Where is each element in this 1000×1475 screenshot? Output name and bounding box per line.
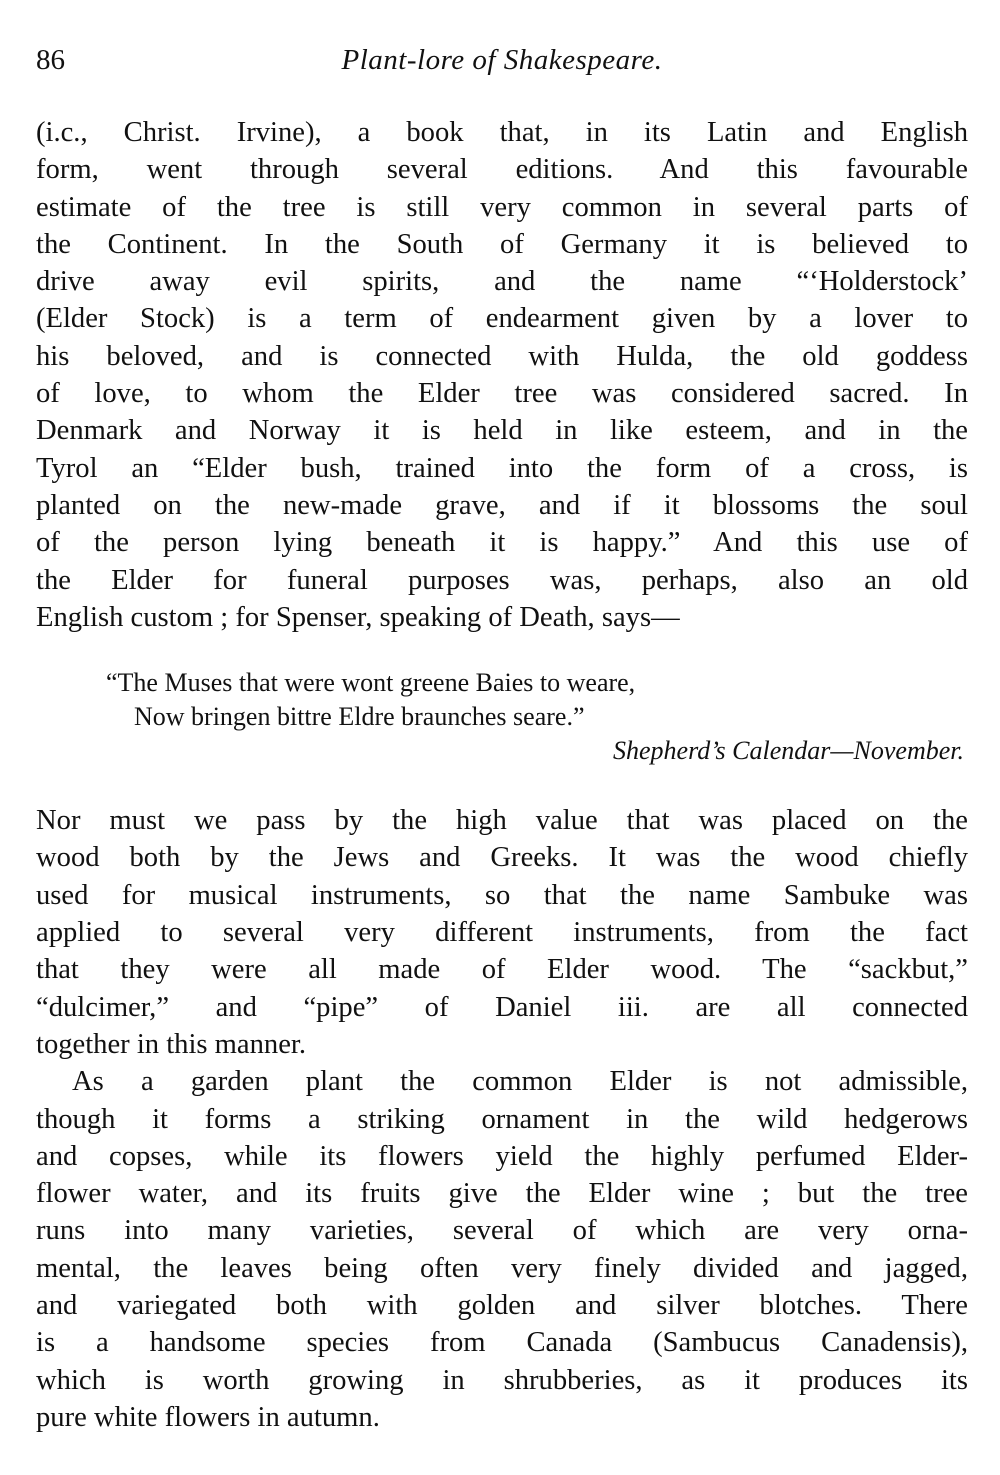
text-line: that they were all made of Elder wood. The “sackbut,” bbox=[36, 954, 968, 986]
text-line: estimate of the tree is still very common in several parts of bbox=[36, 191, 968, 223]
spenser-quotation bbox=[36, 666, 968, 768]
quote-line: Now bringen bittre Eldre braunches seare.” bbox=[134, 702, 585, 732]
text-line: of love, to whom the Elder tree was considered sacred. In bbox=[36, 378, 968, 410]
running-head bbox=[36, 38, 968, 82]
text-line: drive away evil spirits, and the name “‘Holderstock’ bbox=[36, 266, 968, 298]
text-line: mental, the leaves being often very finely divided and jagged, bbox=[36, 1252, 968, 1284]
text-line: and variegated both with golden and silver blotches. There bbox=[36, 1290, 968, 1322]
text-line: (i.c., Christ. Irvine), a book that, in its Latin and English bbox=[36, 117, 968, 148]
text-line: Denmark and Norway it is held in like esteem, and in the bbox=[36, 415, 968, 447]
text-line: planted on the new-made grave, and if it blossoms the soul bbox=[36, 489, 968, 521]
text-line: of the person lying beneath it is happy.” And this use of bbox=[36, 527, 968, 559]
book-page bbox=[36, 38, 968, 1436]
text-line: though it forms a striking ornament in the wild hedgerows bbox=[36, 1103, 968, 1135]
text-line: flower water, and its fruits give the Elder wine ; but the tree bbox=[36, 1178, 968, 1210]
text-line: (Elder Stock) is a term of endearment given by a lover to bbox=[36, 303, 968, 335]
paragraph-elder-continent bbox=[36, 114, 968, 636]
text-line: Tyrol an “Elder bush, trained into the form of a cross, is bbox=[36, 452, 968, 484]
text-line: used for musical instruments, so that the name Sambuke was bbox=[36, 879, 968, 911]
text-line: As a garden plant the common Elder is not admissible, bbox=[72, 1066, 968, 1098]
text-line: and copses, while its flowers yield the highly perfumed Elder- bbox=[36, 1140, 968, 1172]
paragraph-garden-plant bbox=[36, 1063, 968, 1436]
quote-line: “The Muses that were wont greene Baies to weare, bbox=[106, 668, 636, 698]
text-line: is a handsome species from Canada (Sambucus Canadensis), bbox=[36, 1327, 968, 1359]
text-line: wood both by the Jews and Greeks. It was the wood chiefly bbox=[36, 842, 968, 874]
text-line: English custom ; for Spenser, speaking of Death, says— bbox=[36, 601, 680, 633]
text-line: runs into many varieties, several of which are very orna- bbox=[36, 1215, 968, 1247]
text-line: form, went through several editions. And this favourable bbox=[36, 154, 968, 186]
quote-attribution: Shepherd’s Calendar—November. bbox=[613, 736, 964, 766]
text-line: applied to several very different instruments, from the fact bbox=[36, 917, 968, 949]
running-title: Plant-lore of Shakespeare. bbox=[341, 44, 663, 76]
text-line: the Elder for funeral purposes was, perhaps, also an old bbox=[36, 564, 968, 596]
paragraph-musical-instruments bbox=[36, 802, 968, 1063]
text-line: Nor must we pass by the high value that was placed on the bbox=[36, 805, 968, 837]
text-line: which is worth growing in shrubberies, as it produces its bbox=[36, 1364, 968, 1396]
text-line: his beloved, and is connected with Hulda, the old goddess bbox=[36, 340, 968, 372]
text-line: together in this manner. bbox=[36, 1028, 306, 1060]
text-line: pure white flowers in autumn. bbox=[36, 1401, 380, 1433]
text-line: “dulcimer,” and “pipe” of Daniel iii. are all connected bbox=[36, 991, 968, 1023]
text-line: the Continent. In the South of Germany it is believed to bbox=[36, 228, 968, 260]
page-number: 86 bbox=[36, 44, 65, 76]
